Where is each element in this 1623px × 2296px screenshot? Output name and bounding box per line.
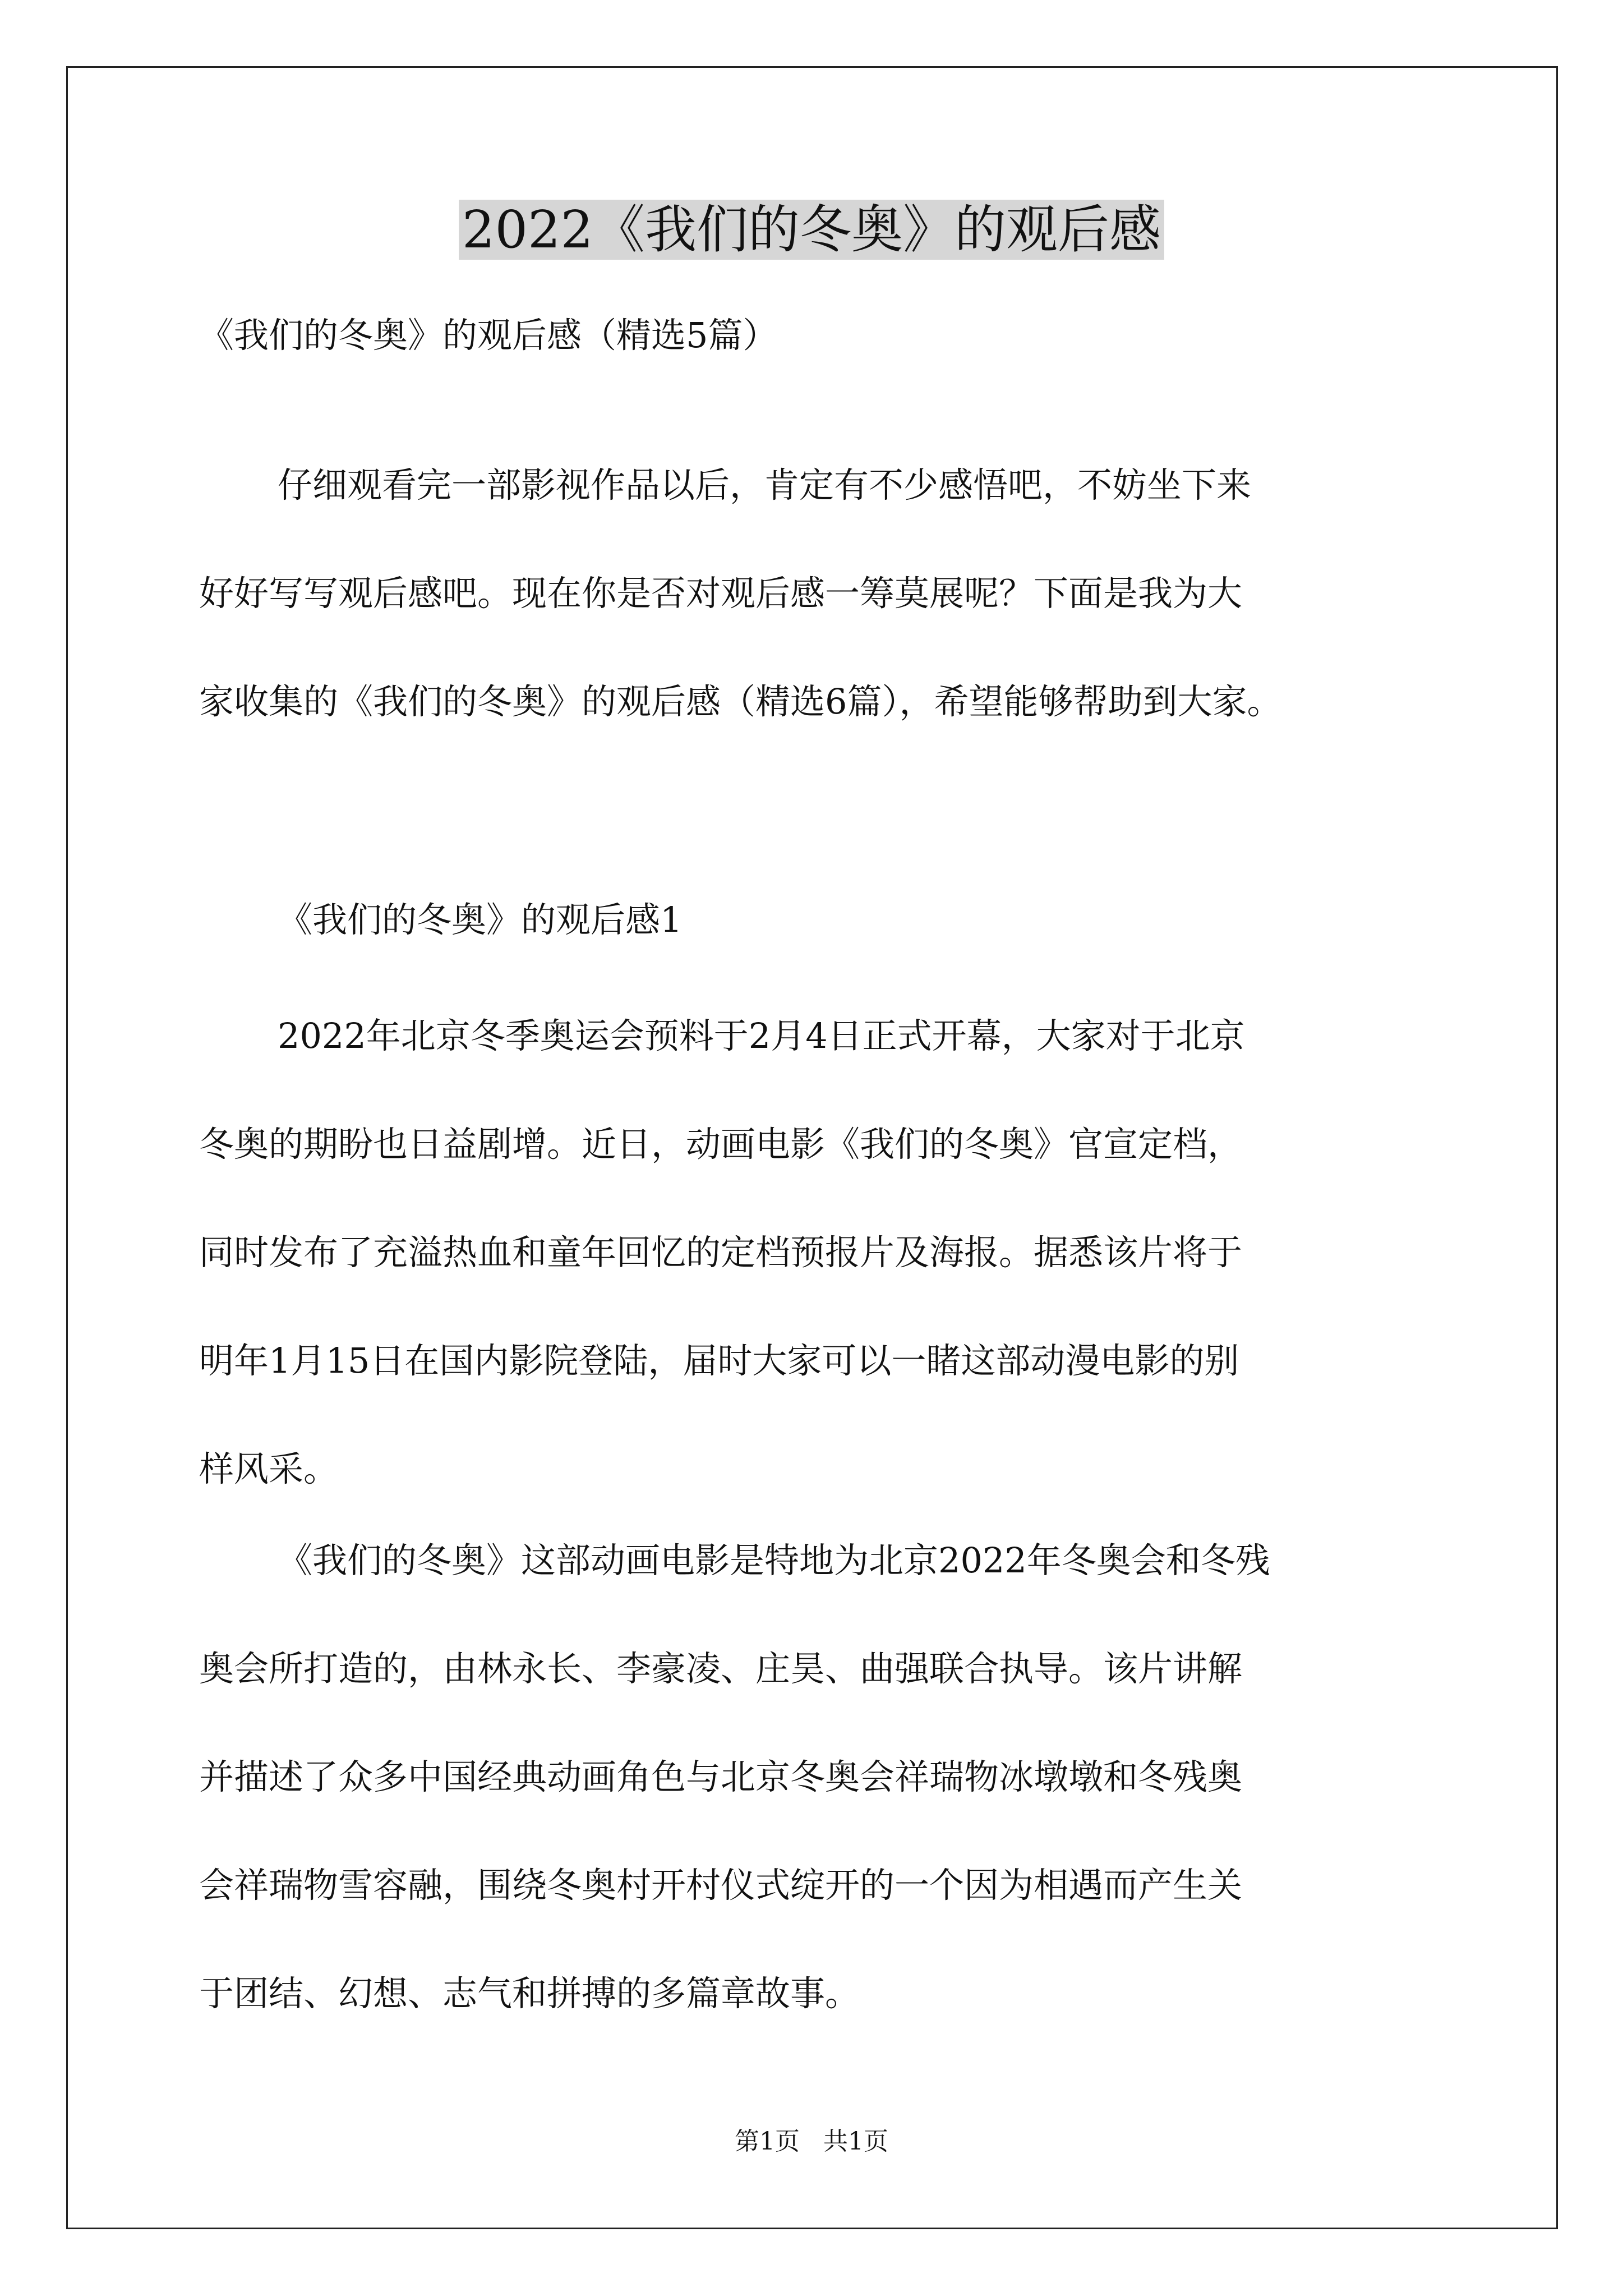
document-subtitle: 《我们的冬奥》的观后感（精选5篇） (199, 315, 778, 356)
intro-line: 仔细观看完一部影视作品以后，肯定有不少感悟吧，不妨坐下来 (278, 464, 1252, 505)
intro-line: 家收集的《我们的冬奥》的观后感（精选6篇），希望能够帮助到大家。 (199, 681, 1282, 722)
paragraph-line: 2022年北京冬季奥运会预料于2月4日正式开幕，大家对于北京 (278, 1015, 1245, 1056)
paragraph-line: 《我们的冬奥》这部动画电影是特地为北京2022年冬奥会和冬残 (278, 1540, 1270, 1581)
paragraph-1 (199, 982, 1433, 1523)
intro-paragraph (199, 431, 1433, 756)
paragraph-2 (199, 1506, 1433, 2047)
page-footer: 第1页 共1页 (735, 2127, 888, 2156)
paragraph-line: 于团结、幻想、志气和拼搏的多篇章故事。 (199, 1973, 860, 2014)
paragraph-line: 同时发布了充溢热血和童年回忆的定档预报片及海报。据悉该片将于 (199, 1232, 1243, 1273)
document-title (0, 194, 1623, 266)
paragraph-line: 奥会所打造的，由林永长、李豪凌、庄昊、曲强联合执导。该片讲解 (199, 1648, 1243, 1689)
paragraph-line: 冬奥的期盼也日益剧增。近日，动画电影《我们的冬奥》官宣定档， (199, 1124, 1243, 1165)
paragraph-line: 并描述了众多中国经典动画角色与北京冬奥会祥瑞物冰墩墩和冬残奥 (199, 1756, 1243, 1797)
intro-line: 好好写写观后感吧。现在你是否对观后感一筹莫展呢？下面是我为大 (199, 573, 1243, 614)
document-title-text: 2022《我们的冬奥》的观后感 (459, 200, 1164, 260)
paragraph-line: 会祥瑞物雪容融，围绕冬奥村开村仪式绽开的一个因为相遇而产生关 (199, 1865, 1243, 1906)
paragraph-line: 样风采。 (199, 1448, 339, 1489)
section-heading: 《我们的冬奥》的观后感1 (278, 899, 683, 940)
paragraph-line: 明年1月15日在国内影院登陆，届时大家可以一睹这部动漫电影的别 (199, 1340, 1239, 1381)
